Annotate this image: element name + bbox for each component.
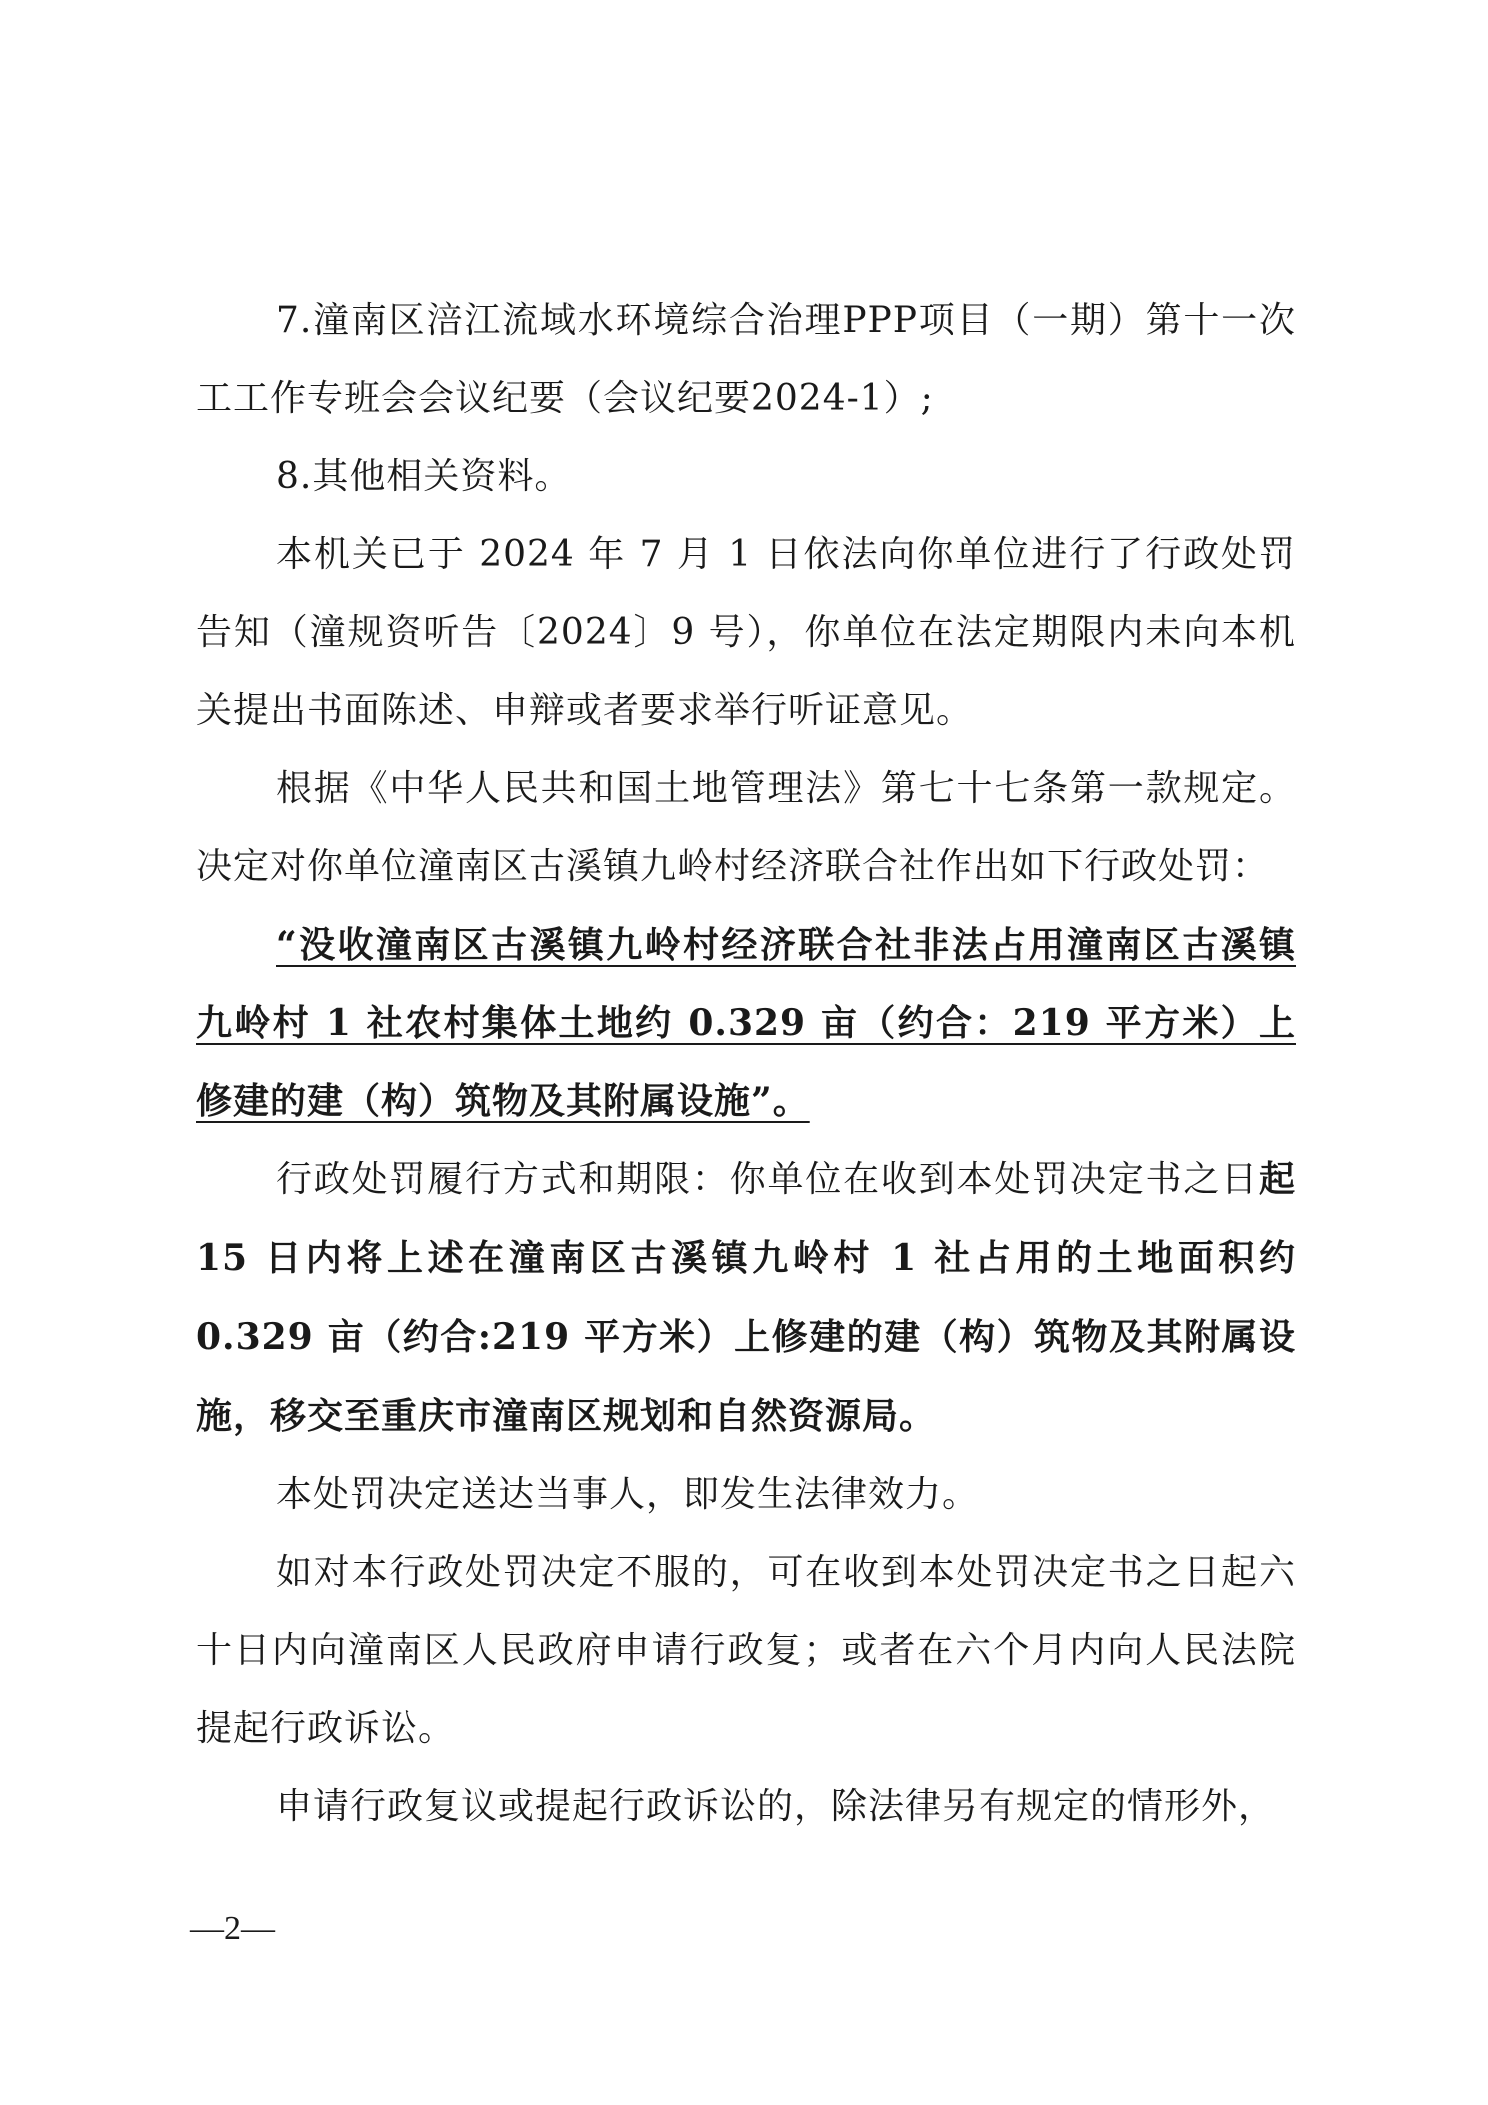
legal-basis-paragraph: 根据《中华人民共和国土地管理法》第七十七条第一款规定。决定对你单位潼南区古溪镇九岭村经济联合社作出如下行政处罚： xyxy=(196,768,1296,887)
penalty-decision-paragraph: “没收潼南区古溪镇九岭村经济联合社非法占用潼南区古溪镇九岭村 1 社农村集体土地约 0.329 亩（约合：219 平方米）上修建的建（构）筑物及其附属设施”。 xyxy=(196,924,1296,1122)
performance-method-detail: 起 15 日内将上述在潼南区古溪镇九岭村 1 社占用的土地面积约 0.329 亩（约合:219 平方米）上修建的建（构）筑物及其附属设施，移交至重庆市潼南区规划和自然资源局。 xyxy=(196,1158,1296,1437)
evidence-item-7: 7.潼南区涪江流域水环境综合治理PPP项目（一期）第十一次工工作专班会会议纪要（会议纪要2024-1）; xyxy=(196,300,1296,419)
effect-paragraph: 本处罚决定送达当事人，即发生法律效力。 xyxy=(276,1474,980,1515)
appeal-paragraph: 如对本行政处罚决定不服的，可在收到本处罚决定书之日起六十日内向潼南区人民政府申请行政复；或者在六个月内向人民法院提起行政诉讼。 xyxy=(196,1552,1296,1749)
document-body xyxy=(196,282,1296,1846)
page-number: —2— xyxy=(190,1910,275,1947)
performance-method-intro: 行政处罚履行方式和期限：你单位在收到本处罚决定书之日 xyxy=(276,1159,1259,1200)
notice-paragraph: 本机关已于 2024 年 7 月 1 日依法向你单位进行了行政处罚告知（潼规资听告〔2024〕9 号），你单位在法定期限内未向本机关提出书面陈述、申辩或者要求举行听证意见。 xyxy=(196,534,1296,731)
evidence-item-8: 8.其他相关资料。 xyxy=(276,456,572,497)
performance-method-paragraph xyxy=(196,1140,1296,1456)
closing-paragraph: 申请行政复议或提起行政诉讼的，除法律另有规定的情形外， xyxy=(276,1786,1276,1827)
